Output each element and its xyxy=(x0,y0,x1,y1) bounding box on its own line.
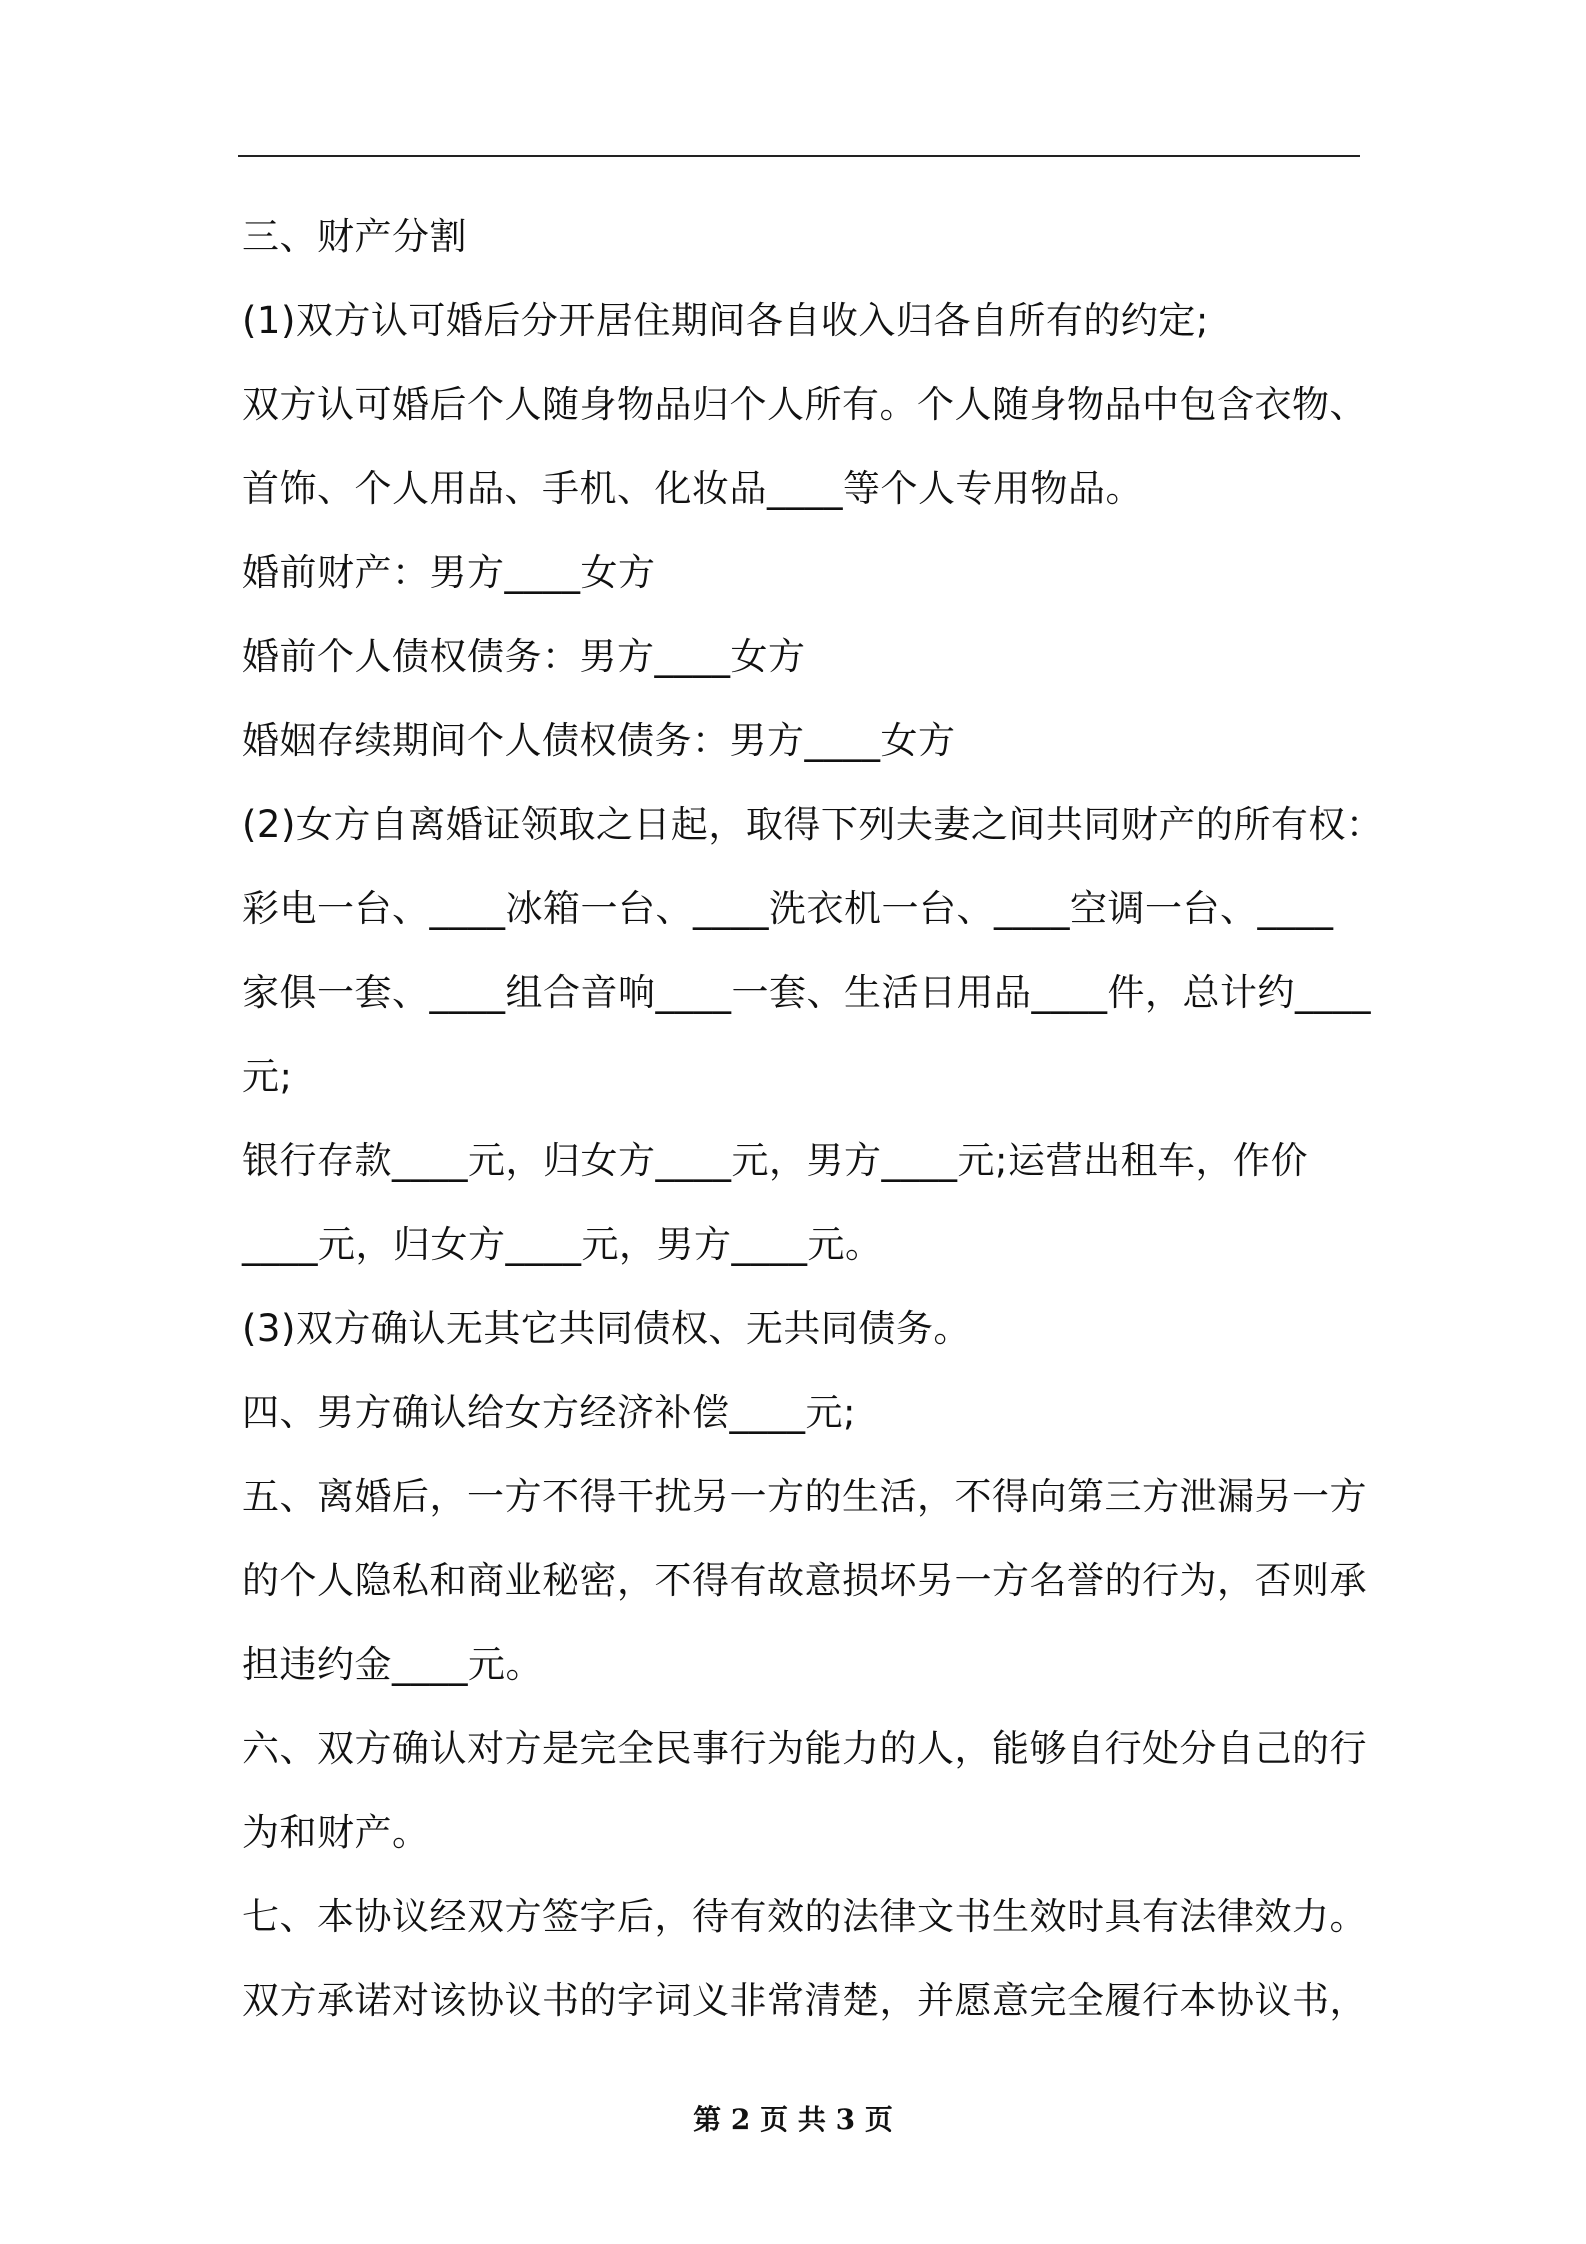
text-line: 婚前个人债权债务：男方____女方 xyxy=(242,635,806,678)
text-line: 双方认可婚后个人随身物品归个人所有。个人随身物品中包含衣物、 xyxy=(242,383,1367,426)
text-line: (1)双方认可婚后分开居住期间各自收入归各自所有的约定; xyxy=(242,299,1209,342)
text-line: 彩电一台、____冰箱一台、____洗衣机一台、____空调一台、____ xyxy=(242,887,1334,930)
text-line: ____元，归女方____元，男方____元。 xyxy=(242,1223,883,1266)
text-line: (3)双方确认无其它共同债权、无共同债务。 xyxy=(242,1307,971,1350)
text-line: 的个人隐私和商业秘密，不得有故意损坏另一方名誉的行为，否则承 xyxy=(242,1559,1367,1602)
section-heading: 四、男方确认给女方经济补偿____元; xyxy=(242,1391,856,1434)
text-line: (2)女方自离婚证领取之日起，取得下列夫妻之间共同财产的所有权： xyxy=(242,803,1384,846)
text-line: 婚姻存续期间个人债权债务：男方____女方 xyxy=(242,719,956,762)
section-heading: 三、财产分割 xyxy=(242,215,467,258)
text-line: 为和财产。 xyxy=(242,1811,430,1854)
section-heading: 五、离婚后，一方不得干扰另一方的生活，不得向第三方泄漏另一方 xyxy=(242,1475,1367,1518)
document-body xyxy=(242,195,1384,2043)
section-heading: 六、双方确认对方是完全民事行为能力的人，能够自行处分自己的行 xyxy=(242,1727,1367,1770)
text-line: 首饰、个人用品、手机、化妆品____等个人专用物品。 xyxy=(242,467,1143,510)
text-line: 家俱一套、____组合音响____一套、生活日用品____件，总计约____ xyxy=(242,971,1371,1014)
text-line: 担违约金____元。 xyxy=(242,1643,543,1686)
text-line: 婚前财产：男方____女方 xyxy=(242,551,656,594)
text-line: 双方承诺对该协议书的字词义非常清楚，并愿意完全履行本协议书， xyxy=(242,1979,1367,2022)
header-rule xyxy=(238,155,1360,157)
section-heading: 七、本协议经双方签字后，待有效的法律文书生效时具有法律效力。 xyxy=(242,1895,1367,1938)
text-line: 银行存款____元，归女方____元，男方____元;运营出租车，作价 xyxy=(242,1139,1308,1182)
text-line: 元; xyxy=(242,1055,293,1098)
page-number-footer: 第 2 页 共 3 页 xyxy=(693,2103,893,2136)
